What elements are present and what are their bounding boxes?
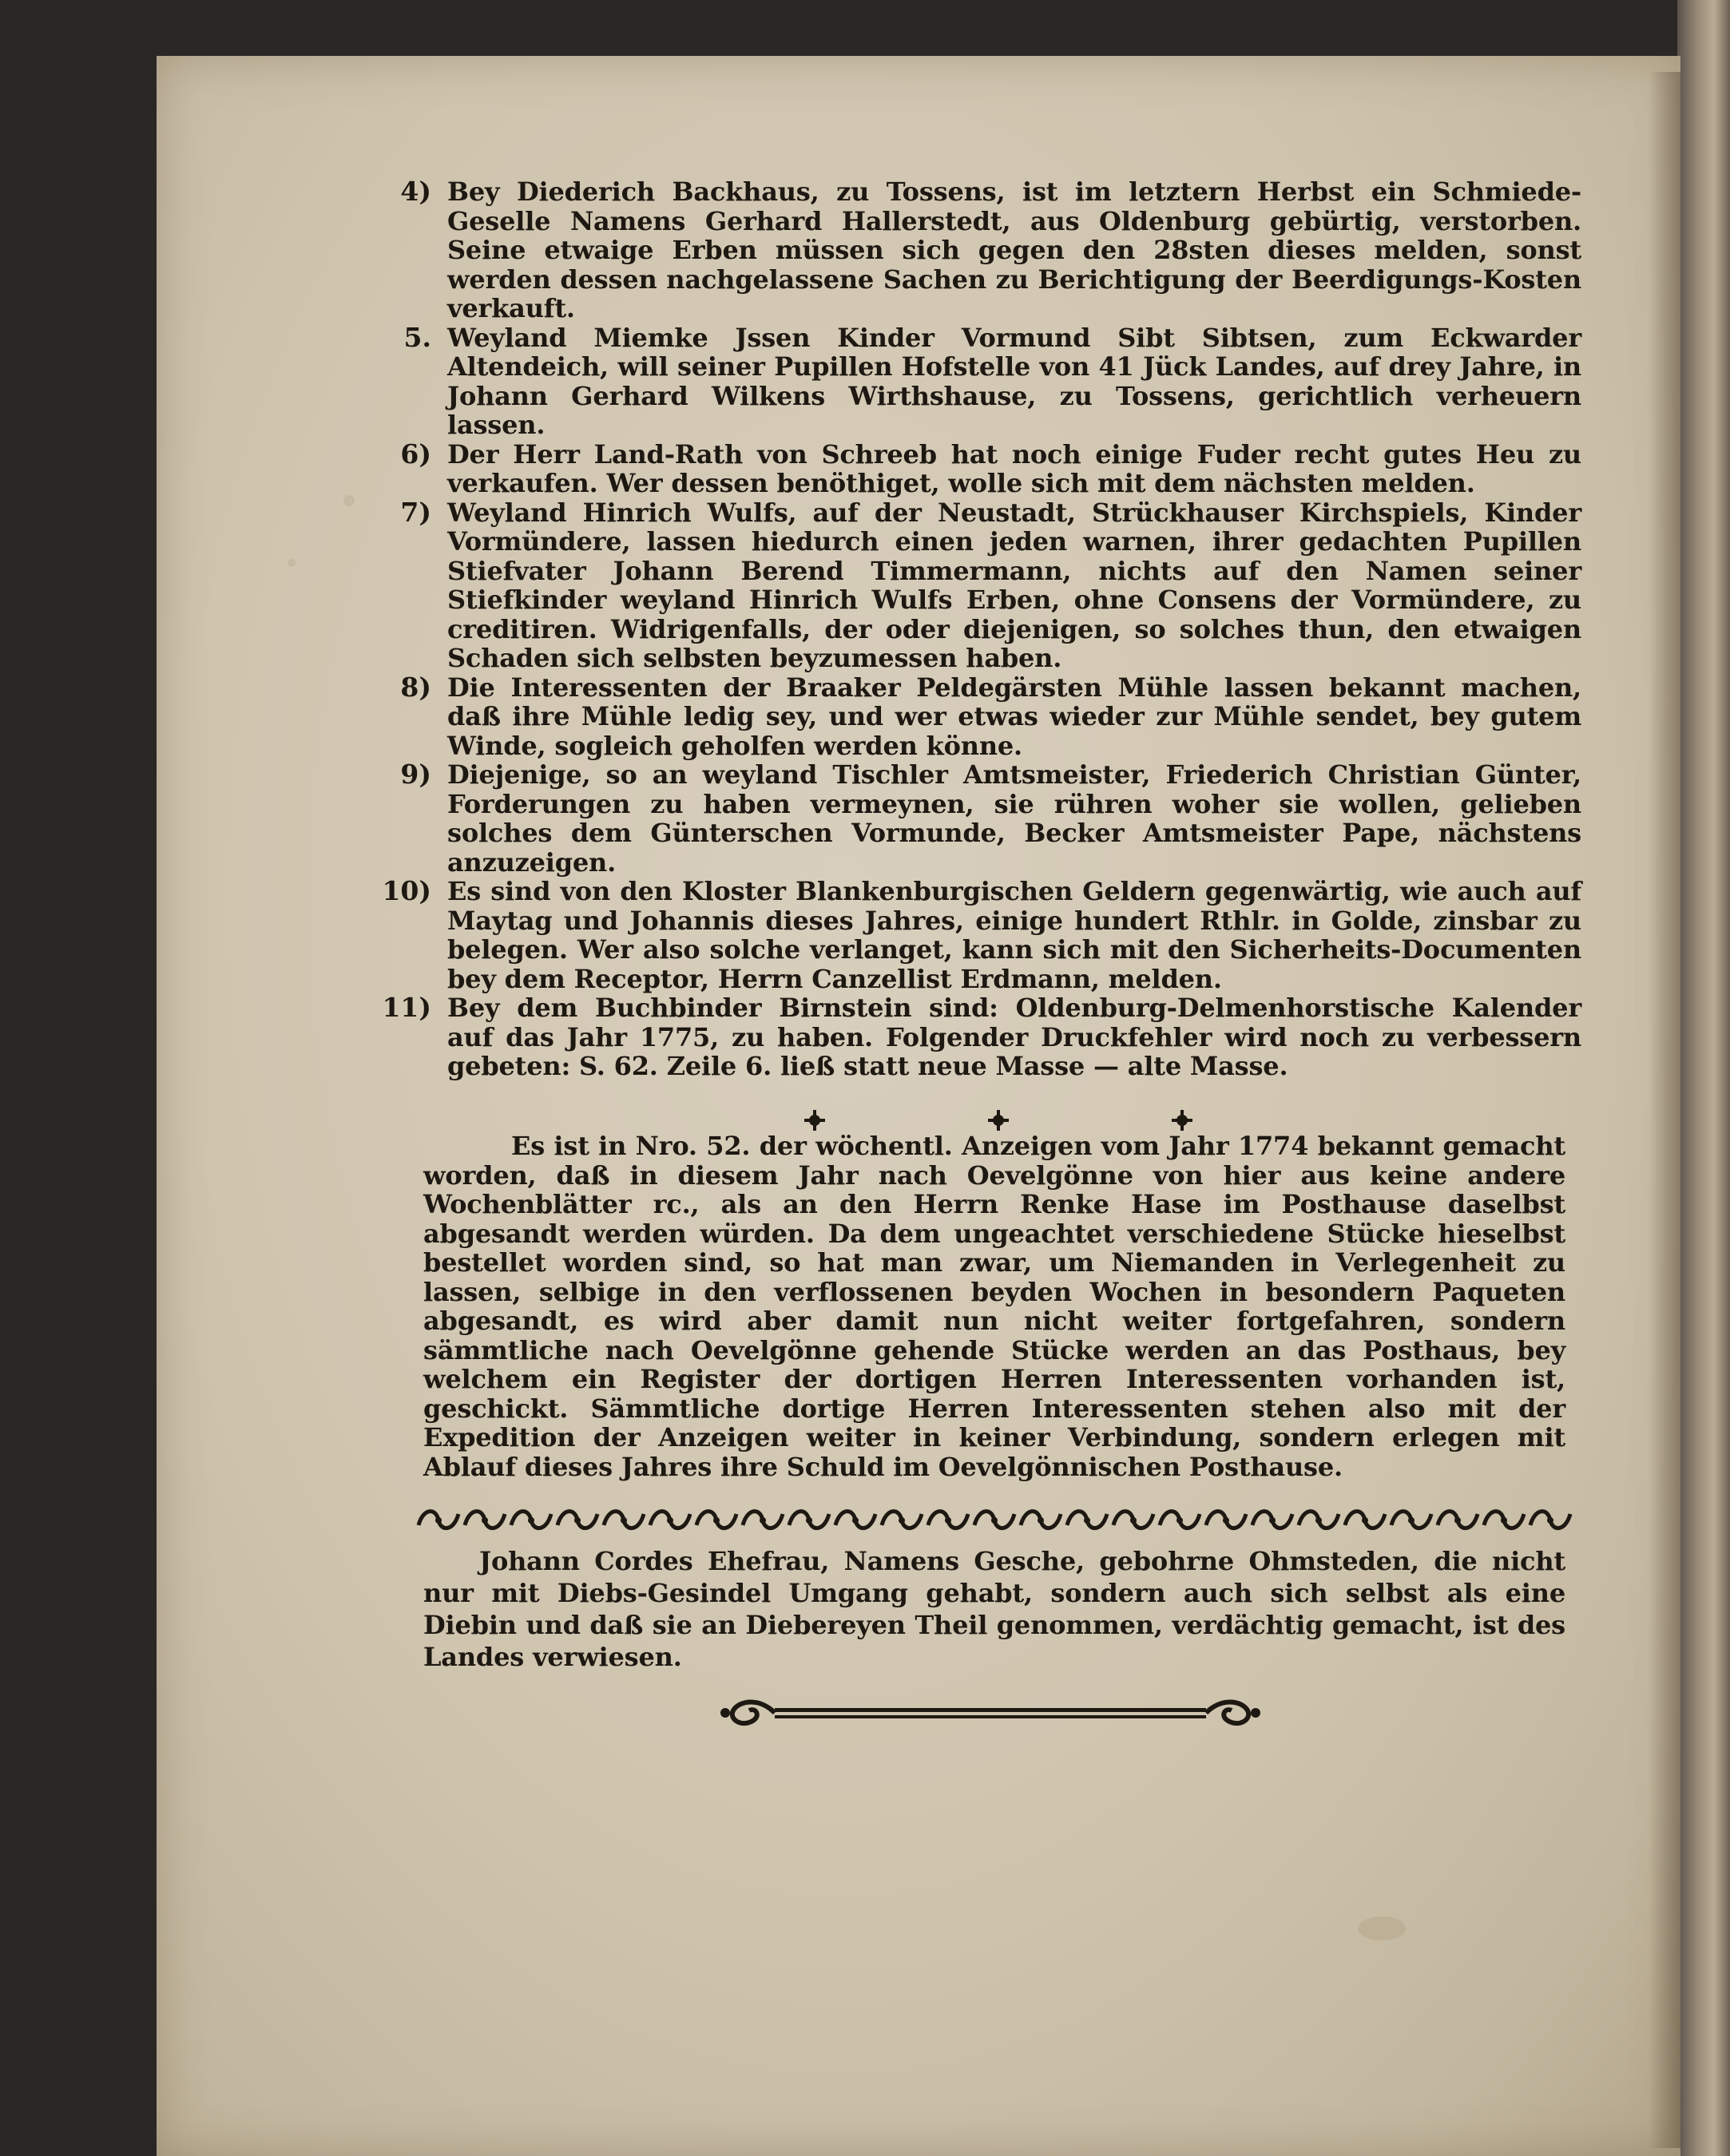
asterism-stars	[804, 1110, 1192, 1131]
page-shadow	[1649, 72, 1680, 2148]
entry-number: 5.	[403, 321, 431, 353]
entry-text: Der Herr Land-Rath von Schreeb hat noch einige Fuder recht gutes Heu zu verkaufen. Wer dessen benöthiget, wolle sich mit dem nächsten melden.	[447, 438, 1581, 498]
announcement-list	[382, 176, 1581, 1081]
tailpiece-shapes	[720, 1702, 1260, 1723]
announcement-6	[400, 438, 1581, 498]
announcement-11	[382, 992, 1581, 1081]
announcement-8	[400, 671, 1581, 761]
banishment-notice: Johann Cordes Ehefrau, Namens Gesche, gebohrne Ohmsteden, die nicht nur mit Diebs-Gesindel Umgang gehabt, sondern auch sich selbst als eine Diebin und daß sie an Diebereyen Theil genommen, verdächtig gemacht, ist des Landes verwiesen.	[423, 1546, 1565, 1672]
announcement-7	[400, 496, 1581, 673]
entry-text: Die Interessenten der Braaker Peldegärsten Mühle lassen bekannt machen, daß ihre Mühle ledig sey, und wer etwas wieder zur Mühle sendet, bey gutem Winde, sogleich geholfen werden könne.	[447, 672, 1581, 761]
announcement-5	[403, 321, 1581, 440]
entry-number: 9)	[400, 759, 431, 790]
decorative-border	[415, 1501, 1573, 1538]
paper-stain	[1358, 1916, 1406, 1940]
entry-text: Weyland Miemke Jssen Kinder Vormund Sibt Sibtsen, zum Eckwarder Altendeich, will seiner Pupillen Hofstelle von 41 Jück Landes, auf drey Jahre, in Johann Gerhard Wilkens Wirthshause, zu Tossens, gerichtlich verheuern lassen.	[447, 322, 1581, 440]
entry-text: Diejenige, so an weyland Tischler Amtsmeister, Friederich Christian Günter, Forderungen zu haben vermeynen, sie rühren woher sie wollen, gelieben solches dem Günterschen Vormunde, Becker Amtsmeister Pape, nächstens anzuzeigen.	[447, 759, 1581, 878]
entry-text: Es sind von den Kloster Blankenburgischen Geldern gegenwärtig, wie auch auf Maytag und Johannis dieses Jahres, einige hundert Rthlr. in Golde, zinsbar zu belegen. Wer also solche verlanget, kann sich mit den Sicherheits-Documenten bey dem Receptor, Herrn Canzellist Erdmann, melden.	[447, 876, 1581, 994]
entry-number: 7)	[400, 496, 431, 528]
entry-number: 8)	[400, 671, 431, 703]
entry-number: 10)	[382, 875, 431, 906]
star-ornament	[1172, 1110, 1192, 1131]
entry-text: Bey dem Buchbinder Birnstein sind: Oldenburg-Delmenhorstische Kalender auf das Jahr 1775, zu haben. Folgender Druckfehler wird noch zu verbessern gebeten: S. 62. Zeile 6. ließ statt neue Masse — alte Masse.	[447, 993, 1581, 1081]
entry-text: Bey Diederich Backhaus, zu Tossens, ist im letztern Herbst ein Schmiede-Geselle Namens Gerhard Hallerstedt, aus Oldenburg gebürtig, verstorben. Seine etwaige Erben müssen sich gegen den 28sten dieses melden, sonst werden dessen nachgelassene Sachen zu Berichtigung der Beerdigungs-Kosten verkauft.	[447, 176, 1581, 323]
book-spine-edge	[1677, 0, 1730, 2156]
entry-number: 4)	[400, 176, 431, 207]
entry-number: 11)	[382, 992, 431, 1023]
paper-stain	[343, 495, 355, 506]
entry-number: 6)	[400, 438, 431, 470]
entry-text: Weyland Hinrich Wulfs, auf der Neustadt, Strückhauser Kirchspiels, Kinder Vormündere, lassen hiedurch einen jeden warnen, ihrer gedachten Pupillen Stiefvater Johann Berend Timmermann, nichts auf den Namen seiner Stiefkinder weyland Hinrich Wulfs Erben, ohne Consens der Vormündere, zu creditiren. Widrigenfalls, der oder diejenigen, so solches thun, den etwaigen Schaden sich selbsten beyzumessen haben.	[447, 497, 1581, 673]
notice-paragraph: Es ist in Nro. 52. der wöchentl. Anzeigen vom Jahr 1774 bekannt gemacht worden, daß in diesem Jahr nach Oevelgönne von hier aus keine andere Wochenblätter rc., als an den Herrn Renke Hase im Posthause daselbst abgesandt werden würden. Da dem ungeachtet verschiedene Stücke hieselbst bestellet worden sind, so hat man zwar, um Niemanden in Verlegenheit zu lassen, selbige in den verflossenen beyden Wochen in besondern Paqueten abgesandt, es wird aber damit nun nicht weiter fortgefahren, sondern sämmtliche nach Oevelgönne gehende Stücke werden an das Posthaus, bey welchem ein Register der dortigen Herren Interessenten vorhanden ist, geschickt. Sämmtliche dortige Herren Interessenten stehen also mit der Expedition der Anzeigen weiter in keiner Verbindung, sondern erlegen mit Ablauf dieses Jahres ihre Schuld im Oevelgönnischen Posthause.	[423, 1131, 1565, 1482]
star-ornament	[804, 1110, 825, 1131]
announcement-4	[400, 176, 1581, 323]
paper-stain	[288, 559, 296, 567]
star-ornament	[988, 1110, 1009, 1131]
announcement-10	[382, 875, 1581, 994]
announcement-9	[400, 759, 1581, 878]
tailpiece-ornament	[719, 1693, 1262, 1733]
